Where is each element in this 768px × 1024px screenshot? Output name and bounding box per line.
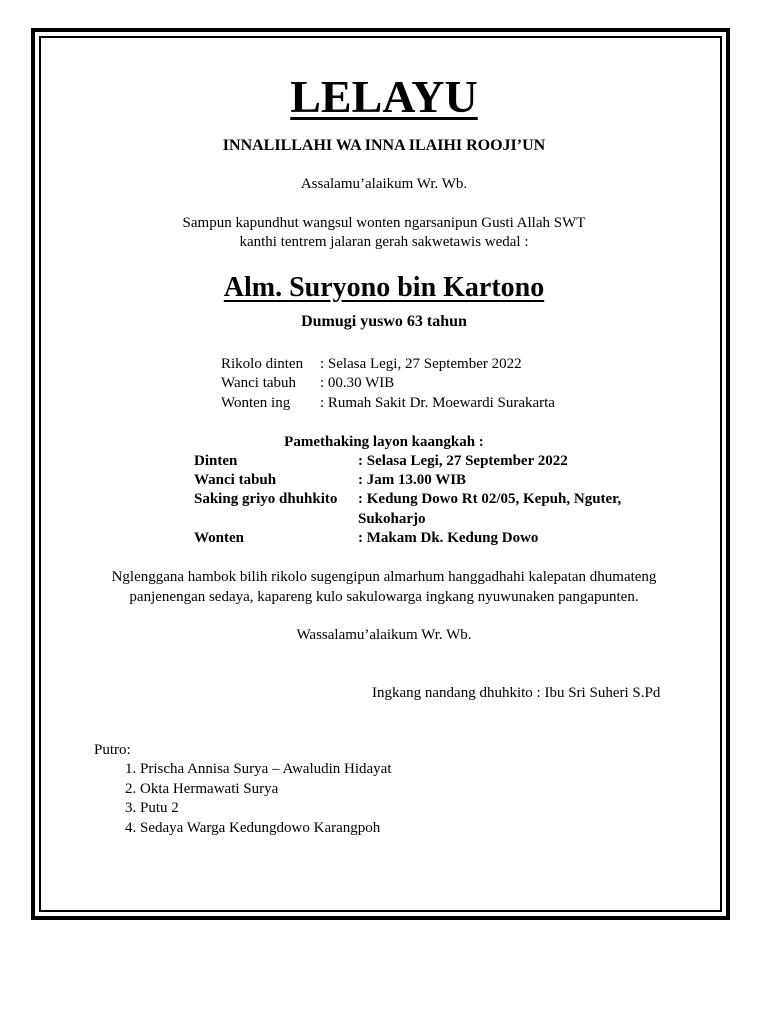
intro-line-2: kanthi tentrem jalaran gerah sakwetawis wedal : bbox=[239, 234, 529, 250]
burial-label: Wonten bbox=[194, 530, 245, 546]
burial-label: Dinten bbox=[194, 453, 238, 469]
burial-value: : Makam Dk. Kedung Dowo bbox=[358, 530, 539, 546]
death-detail-label: Wanci tabuh bbox=[221, 375, 297, 391]
burial-label: Saking griyo dhuhkito bbox=[194, 491, 338, 507]
burial-label: Wanci tabuh bbox=[194, 472, 277, 488]
burial-heading: Pamethaking layon kaangkah : bbox=[284, 434, 484, 450]
subtitle: INNALILLAHI WA INNA ILAIHI ROOJI’UN bbox=[222, 137, 546, 154]
burial-value: : Kedung Dowo Rt 02/05, Kepuh, Nguter, bbox=[358, 491, 622, 507]
death-detail-value: : 00.30 WIB bbox=[320, 375, 395, 391]
greeting: Assalamu’alaikum Wr. Wb. bbox=[300, 176, 468, 192]
deceased-name: Alm. Suryono bin Kartono bbox=[223, 272, 545, 303]
closing-line-1: Nglenggana hambok bilih rikolo sugengipun almarhum hanggadhahi kalepatan dhumateng bbox=[111, 569, 657, 585]
page-title: LELAYU bbox=[290, 71, 478, 122]
list-item: 3. Putu 2 bbox=[140, 799, 392, 819]
closing-line-2: panjenengan sedaya, kapareng kulo sakulowarga ingkang nyuwunaken pangapunten. bbox=[129, 589, 639, 605]
intro-line-1: Sampun kapundhut wangsul wonten ngarsanipun Gusti Allah SWT bbox=[182, 215, 586, 231]
list-item: 2. Okta Hermawati Surya bbox=[140, 780, 392, 800]
deceased-age: Dumugi yuswo 63 tahun bbox=[301, 313, 467, 330]
death-detail-label: Rikolo dinten bbox=[221, 356, 304, 372]
children-list bbox=[100, 760, 392, 838]
list-item: 4. Sedaya Warga Kedungdowo Karangpoh bbox=[140, 819, 392, 839]
burial-value: : Jam 13.00 WIB bbox=[358, 472, 467, 488]
death-detail-value: : Rumah Sakit Dr. Moewardi Surakarta bbox=[320, 395, 555, 411]
children-heading: Putro: bbox=[94, 742, 131, 758]
farewell: Wassalamu’alaikum Wr. Wb. bbox=[296, 627, 472, 643]
burial-value-continued: Sukoharjo bbox=[358, 511, 426, 527]
death-detail-label: Wonten ing bbox=[221, 395, 291, 411]
signature: Ingkang nandang dhuhkito : Ibu Sri Suheri S.Pd bbox=[372, 685, 661, 701]
death-detail-value: : Selasa Legi, 27 September 2022 bbox=[320, 356, 522, 372]
burial-value: : Selasa Legi, 27 September 2022 bbox=[358, 453, 568, 469]
list-item: 1. Prischa Annisa Surya – Awaludin Hidayat bbox=[140, 760, 392, 780]
